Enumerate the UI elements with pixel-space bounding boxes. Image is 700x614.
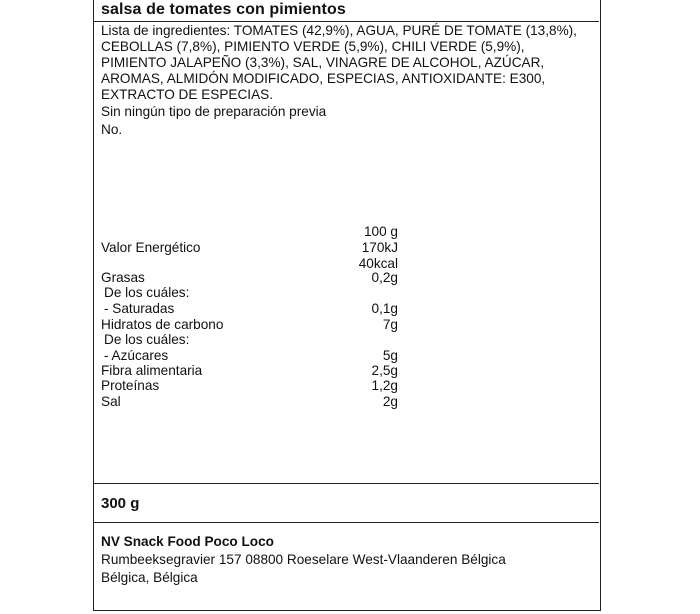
- per-100g-header: 100 g: [363, 224, 398, 239]
- salt-label: Sal: [101, 394, 121, 409]
- ingredients-line: EXTRACTO DE ESPECIAS.: [101, 87, 273, 102]
- company-address: Rumbeeksegravier 157 08800 Roeselare West-Vlaanderen Bélgica: [101, 552, 506, 567]
- fat-of-which-label: De los cuáles:: [104, 285, 190, 300]
- company-name: NV Snack Food Poco Loco: [101, 534, 274, 549]
- preparation-text: Sin ningún tipo de preparación previa: [101, 104, 327, 119]
- ingredients-line: PIMIENTO JALAPEÑO (3,3%), SAL, VINAGRE DE ALCOHOL, AZÚCAR,: [101, 55, 545, 70]
- salt-value: 2g: [382, 394, 398, 409]
- fat-value: 0,2g: [371, 270, 398, 285]
- divider-weight: [93, 483, 599, 484]
- saturated-label: - Saturadas: [104, 301, 175, 316]
- protein-value: 1,2g: [371, 378, 398, 393]
- company-country: Bélgica, Bélgica: [101, 570, 198, 585]
- carbs-label: Hidratos de carbono: [101, 317, 224, 332]
- divider-title: [93, 21, 599, 22]
- sugars-value: 5g: [382, 348, 398, 363]
- energy-kj-value: 170kJ: [361, 240, 398, 255]
- ingredients-list: [101, 23, 591, 103]
- sugars-label: - Azúcares: [104, 348, 169, 363]
- saturated-value: 0,1g: [371, 301, 398, 316]
- net-weight: 300 g: [101, 495, 140, 512]
- ingredients-line: Lista de ingredientes: TOMATES (42,9%), AGUA, PURÉ DE TOMATE (13,8%),: [101, 23, 577, 38]
- preparation-answer: No.: [101, 122, 123, 137]
- fiber-value: 2,5g: [371, 363, 398, 378]
- energy-label: Valor Energético: [101, 240, 201, 255]
- product-title: salsa de tomates con pimientos: [101, 1, 346, 18]
- fiber-label: Fibra alimentaria: [101, 363, 203, 378]
- protein-label: Proteínas: [101, 378, 160, 393]
- carbs-value: 7g: [382, 317, 398, 332]
- ingredients-line: AROMAS, ALMIDÓN MODIFICADO, ESPECIAS, ANTIOXIDANTE: E300,: [101, 71, 546, 86]
- fat-label: Grasas: [101, 270, 145, 285]
- divider-company: [93, 522, 599, 523]
- energy-kcal-value: 40kcal: [358, 256, 398, 271]
- carbs-of-which-label: De los cuáles:: [104, 332, 190, 347]
- ingredients-line: CEBOLLAS (7,8%), PIMIENTO VERDE (5,9%), CHILI VERDE (5,9%),: [101, 39, 525, 54]
